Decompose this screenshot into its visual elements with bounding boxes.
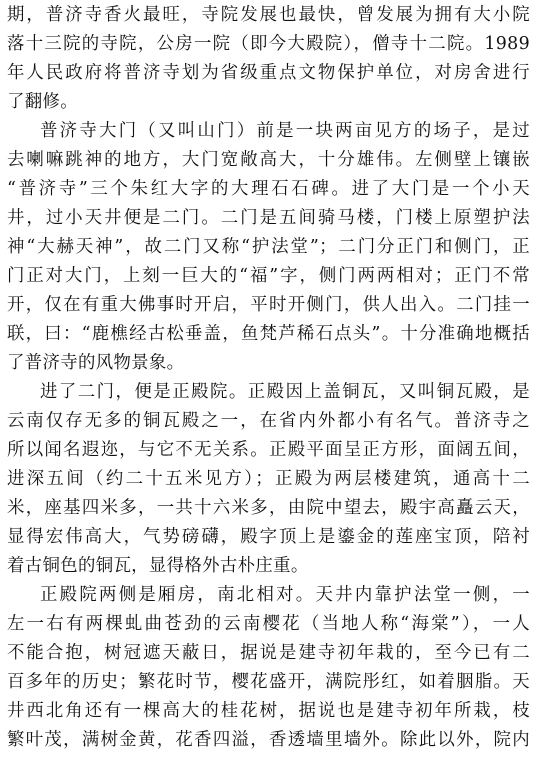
text-line-11: 开，仅在有重大佛事时开启，平时开侧门，供人出入。二门挂一: [7, 295, 530, 315]
text-line-20: 着古铜色的铜瓦，显得格外古朴庄重。: [7, 556, 309, 576]
text-line-3: 年人民政府将普济寺划为省级重点文物保护单位，对房舍进行: [7, 63, 530, 83]
text-line-19: 显得宏伟高大，气势磅礴，殿字顶上是鎏金的莲座宝顶，陪衬: [7, 527, 530, 547]
text-line-18: 米，座基四米多，一共十六米多，由院中望去，殿宇高矗云天，: [7, 498, 530, 518]
text-line-15: 云南仅存无多的铜瓦殿之一，在省内外都小有名气。普济寺之: [7, 411, 530, 431]
text-line-7: “普济寺”三个朱红大字的大理石石碑。进了大门是一个小天: [7, 179, 530, 199]
text-line-2: 落十三院的寺院，公房一院（即今大殿院），僧寺十二院。1989: [7, 34, 530, 54]
text-line-24: 百多年的历史；繁花时节，樱花盛开，满院彤红，如着胭脂。天: [7, 672, 530, 692]
text-line-4: 了翻修。: [7, 92, 78, 112]
text-line-10: 门正对大门，上刻一巨大的“福”字，侧门两两相对；正门不常: [7, 266, 530, 286]
text-line-25: 井西北角还有一棵高大的桂花树，据说也是建寺初年所栽，枝: [7, 701, 530, 721]
text-line-23: 不能合抱，树冠遮天蔽日，据说是建寺初年栽的，至今已有二: [7, 643, 530, 663]
paragraph-start-main-hall: 进了二门，便是正殿院。正殿因上盖铜瓦，又叫铜瓦殿，是: [40, 382, 530, 402]
text-line-16: 所以闻名遐迩，与它不无关系。正殿平面呈正方形，面阔五间，: [7, 440, 530, 460]
text-line-13: 了普济寺的风物景象。: [7, 353, 185, 373]
text-line-17: 进深五间（约二十五米见方）；正殿为两层楼建筑，通高十二: [7, 469, 530, 489]
text-line-8: 井，过小天井便是二门。二门是五间骑马楼，门楼上原塑护法: [7, 208, 530, 228]
text-line-26: 繁叶茂，满树金黄，花香四溢，香透墙里墙外。除此以外，院内: [7, 730, 530, 750]
text-line-9: 神“大赫天神”，故二门又称“护法堂”；二门分正门和侧门，正: [7, 237, 530, 257]
paragraph-start-gate: 普济寺大门（又叫山门）前是一块两亩见方的场子，是过: [40, 121, 530, 141]
paragraph-start-courtyard: 正殿院两侧是厢房，南北相对。天井内靠护法堂一侧，一: [40, 585, 530, 605]
text-line-22: 左一右有两棵虬曲苍劲的云南樱花（当地人称“海棠”），一人: [7, 614, 530, 634]
text-line-1: 期，普济寺香火最旺，寺院发展也最快，曾发展为拥有大小院: [7, 5, 530, 25]
text-line-12: 联，曰：“鹿樵经古松垂盖，鱼梵芦稀石点头”。十分准确地概括: [7, 324, 530, 344]
text-line-6: 去喇嘛跳神的地方，大门宽敞高大，十分雄伟。左侧壁上镶嵌: [7, 150, 530, 170]
